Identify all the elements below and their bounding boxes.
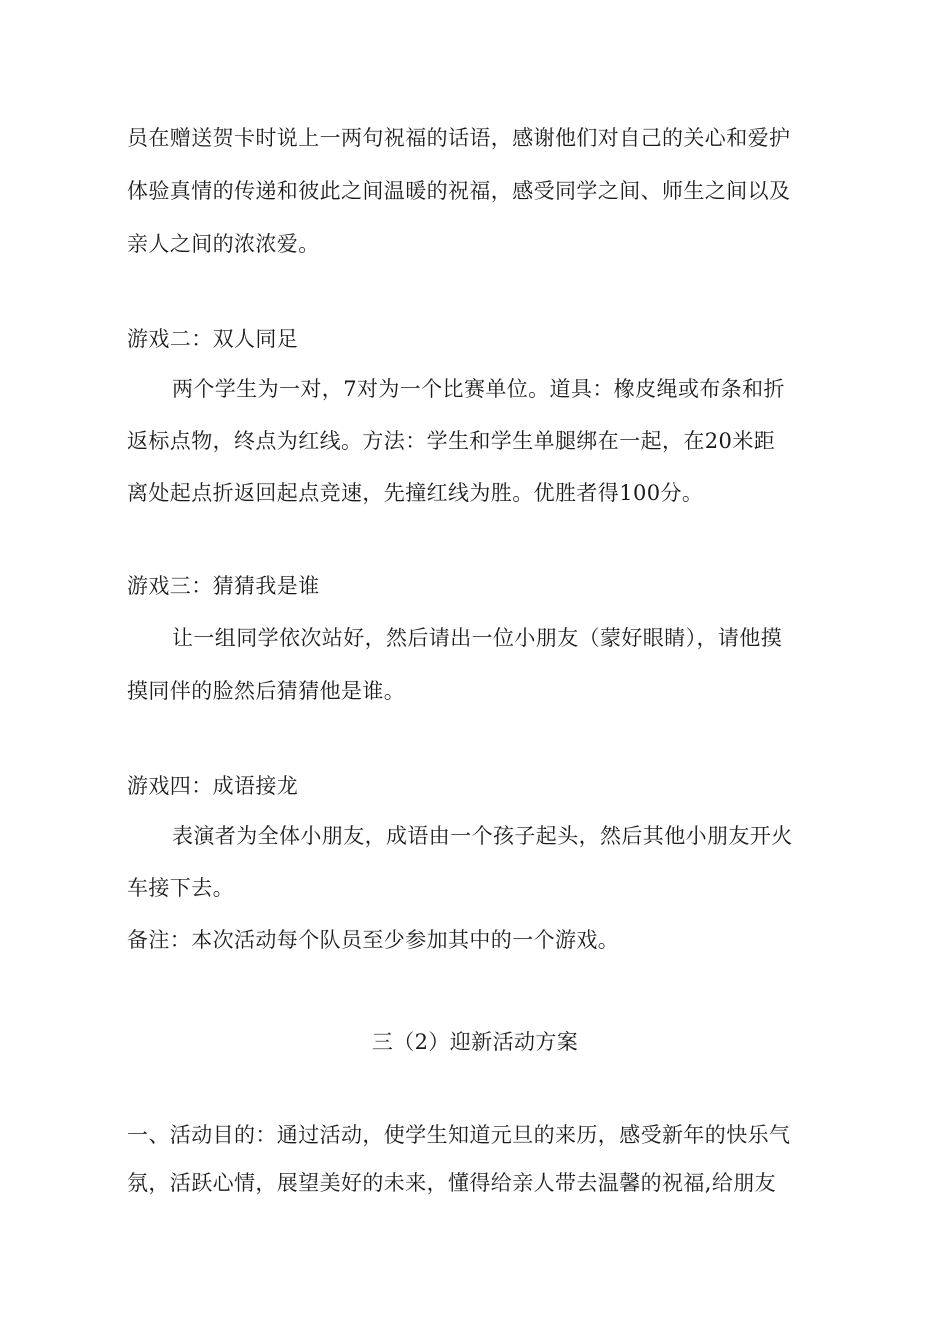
game4-heading: 游戏四：成语接龙 bbox=[127, 774, 299, 798]
note-text: 备注：本次活动每个队员至少参加其中的一个游戏。 bbox=[127, 928, 620, 952]
game2-line-3: 离处起点折返回起点竞速，先撞红线为胜。优胜者得100分。 bbox=[127, 481, 704, 505]
game2-line-1: 两个学生为一对，7对为一个比赛单位。道具：橡皮绳或布条和折 bbox=[172, 377, 785, 401]
game3-line-1: 让一组同学依次站好，然后请出一位小朋友（蒙好眼睛），请他摸 bbox=[172, 626, 783, 650]
game2-line-2: 返标点物，终点为红线。方法：学生和学生单腿绑在一起，在20米距 bbox=[127, 429, 776, 453]
purpose-line-1: 一、活动目的：通过活动，使学生知道元旦的来历，感受新年的快乐气 bbox=[127, 1123, 791, 1147]
intro-line-3: 亲人之间的浓浓爱。 bbox=[127, 232, 320, 256]
game4-line-1: 表演者为全体小朋友，成语由一个孩子起头，然后其他小朋友开火 bbox=[172, 824, 793, 848]
game2-heading: 游戏二：双人同足 bbox=[127, 327, 299, 351]
game3-heading: 游戏三：猜猜我是谁 bbox=[127, 574, 320, 598]
game3-line-2: 摸同伴的脸然后猜猜他是谁。 bbox=[127, 679, 406, 703]
intro-line-1: 员在赠送贺卡时说上一两句祝福的话语，感谢他们对自己的关心和爱护 bbox=[127, 126, 791, 150]
purpose-line-2: 氛，活跃心情，展望美好的未来，懂得给亲人带去温馨的祝福,给朋友 bbox=[127, 1171, 777, 1195]
game4-line-2: 车接下去。 bbox=[127, 876, 234, 900]
section-title: 三（2）迎新活动方案 bbox=[371, 1030, 579, 1054]
intro-line-2: 体验真情的传递和彼此之间温暖的祝福，感受同学之间、师生之间以及 bbox=[127, 179, 791, 203]
